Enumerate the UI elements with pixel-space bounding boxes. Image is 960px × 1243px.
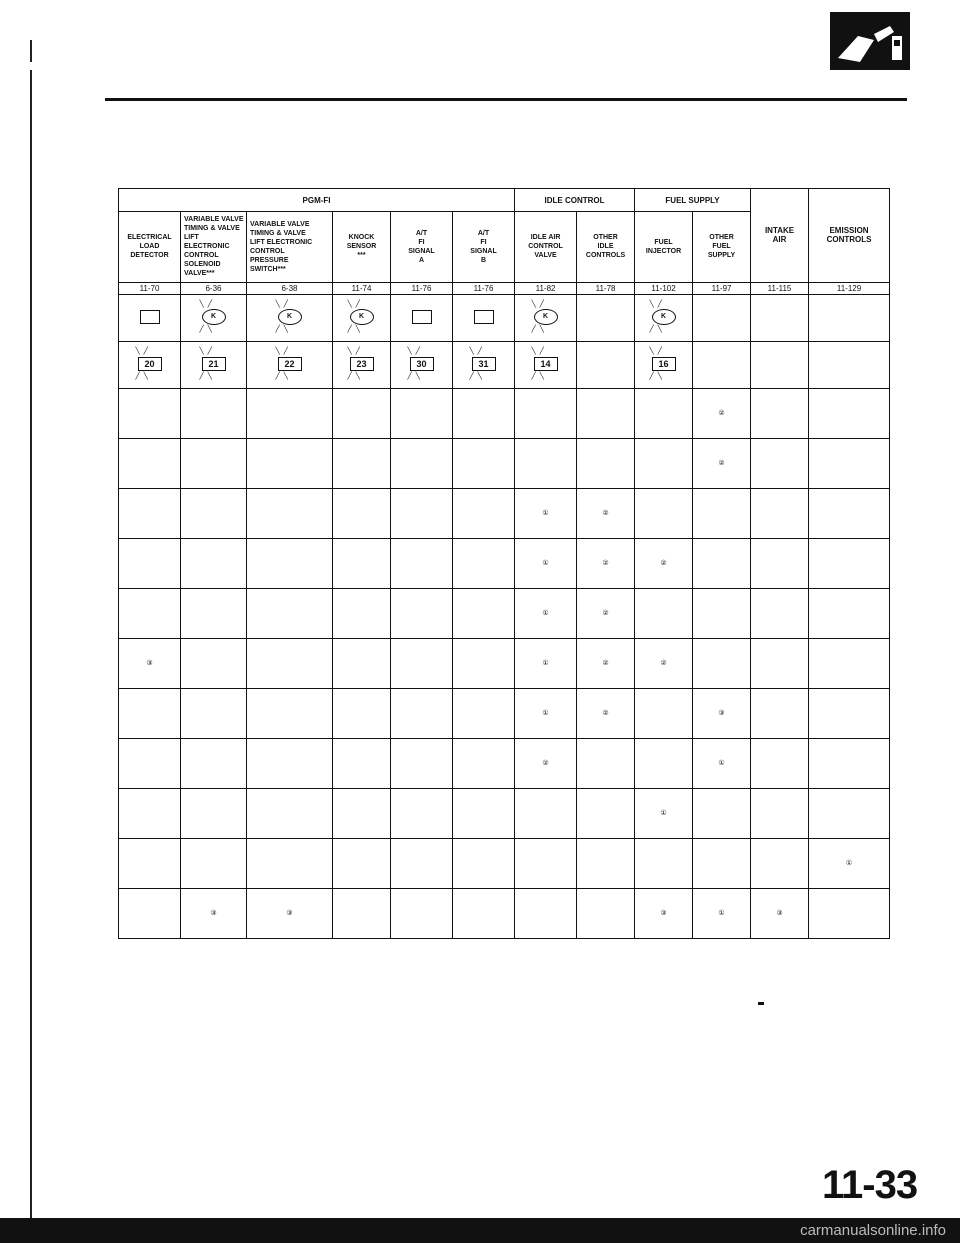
code-cell	[181, 342, 247, 389]
code-cell	[515, 342, 577, 389]
symptom-cell	[119, 438, 181, 488]
symptom-cell	[181, 688, 247, 738]
code-cell	[635, 342, 693, 389]
symptom-cell: ③	[635, 888, 693, 938]
indicator-cell	[247, 295, 333, 342]
symptom-cell	[809, 488, 890, 538]
code-cell	[751, 342, 809, 389]
indicator-row	[119, 295, 890, 342]
symptom-cell	[635, 438, 693, 488]
col-header-11: INTAKE AIR	[751, 189, 809, 283]
symptom-cell	[181, 638, 247, 688]
binding-line	[30, 70, 32, 1230]
symptom-cell	[751, 438, 809, 488]
symptom-cell	[247, 738, 333, 788]
group-header-row	[119, 189, 890, 212]
check-light-flash-icon: ╲ ╱ K ╱ ╲	[524, 303, 568, 331]
symptom-row	[119, 588, 890, 638]
group-idle-control: IDLE CONTROL	[515, 189, 635, 212]
symptom-cell	[391, 488, 453, 538]
check-light-flash-icon: ╲ ╱ K ╱ ╲	[340, 303, 384, 331]
symptom-cell	[247, 688, 333, 738]
symptom-cell	[515, 838, 577, 888]
code-cell	[577, 342, 635, 389]
symptom-cell	[809, 888, 890, 938]
symptom-cell: ③	[119, 638, 181, 688]
symptom-cell	[181, 488, 247, 538]
symptom-row	[119, 438, 890, 488]
symptom-cell	[693, 638, 751, 688]
symptom-cell	[693, 588, 751, 638]
symptom-cell	[635, 838, 693, 888]
watermark: carmanualsonline.info	[800, 1222, 946, 1239]
code-row	[119, 342, 890, 389]
symptom-cell	[453, 638, 515, 688]
symptom-cell	[333, 838, 391, 888]
code-cell	[453, 342, 515, 389]
indicator-cell	[809, 295, 890, 342]
symptom-row	[119, 688, 890, 738]
code-cell	[809, 342, 890, 389]
symptom-cell	[635, 738, 693, 788]
col-header-2: VARIABLE VALVE TIMING & VALVE LIFT ELECTRONIC CONTROL SOLENOID VALVE***	[181, 212, 247, 282]
blink-code-icon: ╲ ╱ 23 ╱ ╲	[340, 350, 384, 378]
symptom-cell	[577, 838, 635, 888]
symptom-cell	[577, 388, 635, 438]
code-cell	[693, 342, 751, 389]
symptom-cell	[333, 538, 391, 588]
symptom-cell	[635, 688, 693, 738]
page-ref: 11-74	[333, 282, 391, 295]
symptom-cell	[693, 788, 751, 838]
symptom-cell	[515, 788, 577, 838]
symptom-cell: ②	[515, 738, 577, 788]
stray-mark	[758, 1002, 764, 1005]
symptom-cell	[247, 838, 333, 888]
page-ref: 11-129	[809, 282, 890, 295]
page-ref-row	[119, 282, 890, 295]
symptom-cell	[119, 388, 181, 438]
symptom-cell	[577, 788, 635, 838]
symptom-cell	[515, 388, 577, 438]
indicator-cell	[453, 295, 515, 342]
symptom-cell	[515, 888, 577, 938]
symptom-cell	[751, 738, 809, 788]
col-header-8: OTHER IDLE CONTROLS	[577, 212, 635, 282]
symptom-cell	[751, 788, 809, 838]
header-rule	[105, 98, 907, 101]
col-header-3: VARIABLE VALVE TIMING & VALVE LIFT ELECTRONIC CONTROL PRESSURE SWITCH***	[247, 212, 333, 282]
symptom-cell	[577, 738, 635, 788]
symptom-cell: ②	[693, 438, 751, 488]
symptom-cell	[181, 838, 247, 888]
symptom-row	[119, 388, 890, 438]
indicator-cell	[515, 295, 577, 342]
symptom-cell	[181, 588, 247, 638]
symptom-cell	[453, 688, 515, 738]
symptom-cell	[809, 688, 890, 738]
symptom-cell	[577, 888, 635, 938]
symptom-cell	[751, 688, 809, 738]
symptom-cell	[453, 588, 515, 638]
symptom-cell	[453, 538, 515, 588]
page-ref: 11-76	[453, 282, 515, 295]
symptom-cell	[693, 488, 751, 538]
symptom-cell	[751, 488, 809, 538]
symptom-cell	[453, 838, 515, 888]
group-fuel-supply: FUEL SUPPLY	[635, 189, 751, 212]
check-light-off-icon	[474, 310, 494, 324]
symptom-cell	[333, 788, 391, 838]
symptom-cell	[391, 838, 453, 888]
col-header-9: FUEL INJECTOR	[635, 212, 693, 282]
code-cell	[247, 342, 333, 389]
indicator-cell	[119, 295, 181, 342]
symptom-cell	[247, 538, 333, 588]
symptom-cell	[119, 488, 181, 538]
blink-code-icon: ╲ ╱ 16 ╱ ╲	[642, 350, 686, 378]
page-ref: 6-38	[247, 282, 333, 295]
indicator-cell	[181, 295, 247, 342]
symptom-cell: ③	[247, 888, 333, 938]
symptom-cell	[809, 388, 890, 438]
symptom-cell	[333, 588, 391, 638]
symptom-cell	[809, 738, 890, 788]
page-number: 11-33	[822, 1163, 918, 1207]
code-cell	[333, 342, 391, 389]
blink-code-icon: ╲ ╱ 31 ╱ ╲	[462, 350, 506, 378]
col-header-5: A/T FI SIGNAL A	[391, 212, 453, 282]
troubleshooting-table	[118, 188, 890, 939]
indicator-cell	[693, 295, 751, 342]
blink-code-icon: ╲ ╱ 21 ╱ ╲	[192, 350, 236, 378]
symptom-cell	[119, 888, 181, 938]
check-light-flash-icon: ╲ ╱ K ╱ ╲	[192, 303, 236, 331]
symptom-cell	[181, 738, 247, 788]
symptom-cell	[693, 838, 751, 888]
symptom-cell: ②	[577, 588, 635, 638]
symptom-row	[119, 888, 890, 938]
symptom-cell	[391, 388, 453, 438]
page-ref: 11-97	[693, 282, 751, 295]
symptom-cell	[181, 388, 247, 438]
margin-mark	[30, 40, 32, 62]
symptom-cell	[333, 688, 391, 738]
symptom-row	[119, 788, 890, 838]
symptom-cell	[333, 738, 391, 788]
symptom-row	[119, 538, 890, 588]
symptom-cell: ③	[181, 888, 247, 938]
symptom-cell	[751, 638, 809, 688]
symptom-cell	[391, 438, 453, 488]
symptom-cell: ③	[751, 888, 809, 938]
fuel-system-logo-icon	[830, 12, 910, 70]
page-ref: 11-102	[635, 282, 693, 295]
symptom-cell	[635, 488, 693, 538]
page-ref: 11-82	[515, 282, 577, 295]
symptom-cell	[333, 388, 391, 438]
page-ref: 11-70	[119, 282, 181, 295]
symptom-cell	[391, 788, 453, 838]
symptom-cell	[333, 438, 391, 488]
indicator-cell	[391, 295, 453, 342]
page-ref: 11-76	[391, 282, 453, 295]
symptom-cell: ②	[577, 488, 635, 538]
symptom-cell	[391, 688, 453, 738]
symptom-cell	[247, 438, 333, 488]
blink-code-icon: ╲ ╱ 20 ╱ ╲	[128, 350, 172, 378]
code-cell	[119, 342, 181, 389]
symptom-cell: ②	[577, 538, 635, 588]
col-header-6: A/T FI SIGNAL B	[453, 212, 515, 282]
symptom-cell	[181, 788, 247, 838]
col-header-1: ELECTRICAL LOAD DETECTOR	[119, 212, 181, 282]
group-pgm-fi: PGM-FI	[119, 189, 515, 212]
symptom-cell	[809, 788, 890, 838]
symptom-cell	[391, 538, 453, 588]
indicator-cell	[577, 295, 635, 342]
symptom-cell	[247, 588, 333, 638]
symptom-cell	[333, 888, 391, 938]
indicator-cell	[635, 295, 693, 342]
symptom-cell	[693, 538, 751, 588]
page-ref: 11-115	[751, 282, 809, 295]
symptom-cell	[453, 388, 515, 438]
symptom-cell: ①	[515, 638, 577, 688]
symptom-cell: ②	[635, 638, 693, 688]
col-header-7: IDLE AIR CONTROL VALVE	[515, 212, 577, 282]
blink-code-icon: ╲ ╱ 30 ╱ ╲	[400, 350, 444, 378]
check-light-off-icon	[412, 310, 432, 324]
symptom-cell: ②	[577, 688, 635, 738]
symptom-cell	[247, 388, 333, 438]
symptom-cell: ①	[515, 538, 577, 588]
check-light-flash-icon: ╲ ╱ K ╱ ╲	[268, 303, 312, 331]
col-header-12: EMISSION CONTROLS	[809, 189, 890, 283]
symptom-row	[119, 638, 890, 688]
symptom-cell: ①	[809, 838, 890, 888]
symptom-cell	[391, 638, 453, 688]
symptom-cell: ①	[693, 888, 751, 938]
symptom-cell	[247, 638, 333, 688]
symptom-row	[119, 838, 890, 888]
symptom-cell	[577, 438, 635, 488]
symptom-cell	[751, 838, 809, 888]
symptom-cell	[809, 588, 890, 638]
col-header-10: OTHER FUEL SUPPLY	[693, 212, 751, 282]
symptom-cell	[453, 738, 515, 788]
symptom-cell	[809, 438, 890, 488]
symptom-cell: ②	[693, 388, 751, 438]
symptom-cell	[453, 888, 515, 938]
symptom-cell	[119, 788, 181, 838]
symptom-cell: ①	[515, 488, 577, 538]
symptom-cell: ①	[515, 588, 577, 638]
blink-code-icon: ╲ ╱ 14 ╱ ╲	[524, 350, 568, 378]
symptom-cell	[635, 388, 693, 438]
symptom-cell	[515, 438, 577, 488]
symptom-cell	[751, 588, 809, 638]
symptom-cell	[333, 638, 391, 688]
symptom-cell	[453, 438, 515, 488]
page-ref: 11-78	[577, 282, 635, 295]
symptom-cell	[119, 738, 181, 788]
page-ref: 6-36	[181, 282, 247, 295]
symptom-cell	[333, 488, 391, 538]
indicator-cell	[333, 295, 391, 342]
symptom-cell: ②	[635, 538, 693, 588]
symptom-cell	[247, 788, 333, 838]
indicator-cell	[751, 295, 809, 342]
symptom-cell: ①	[515, 688, 577, 738]
symptom-cell	[453, 488, 515, 538]
symptom-cell	[119, 838, 181, 888]
symptom-cell: ①	[693, 738, 751, 788]
code-cell	[391, 342, 453, 389]
check-light-flash-icon: ╲ ╱ K ╱ ╲	[642, 303, 686, 331]
symptom-cell	[809, 538, 890, 588]
symptom-cell: ②	[577, 638, 635, 688]
symptom-cell: ③	[693, 688, 751, 738]
symptom-cell	[391, 738, 453, 788]
symptom-cell	[181, 538, 247, 588]
symptom-cell	[751, 538, 809, 588]
symptom-cell	[119, 688, 181, 738]
check-light-off-icon	[140, 310, 160, 324]
symptom-cell	[751, 388, 809, 438]
symptom-cell: ①	[635, 788, 693, 838]
symptom-row	[119, 488, 890, 538]
symptom-cell	[635, 588, 693, 638]
col-header-4: KNOCK SENSOR ***	[333, 212, 391, 282]
symptom-cell	[119, 538, 181, 588]
symptom-cell	[119, 588, 181, 638]
symptom-cell	[453, 788, 515, 838]
symptom-row	[119, 738, 890, 788]
symptom-cell	[391, 588, 453, 638]
symptom-cell	[809, 638, 890, 688]
symptom-cell	[391, 888, 453, 938]
symptom-cell	[181, 438, 247, 488]
blink-code-icon: ╲ ╱ 22 ╱ ╲	[268, 350, 312, 378]
symptom-cell	[247, 488, 333, 538]
